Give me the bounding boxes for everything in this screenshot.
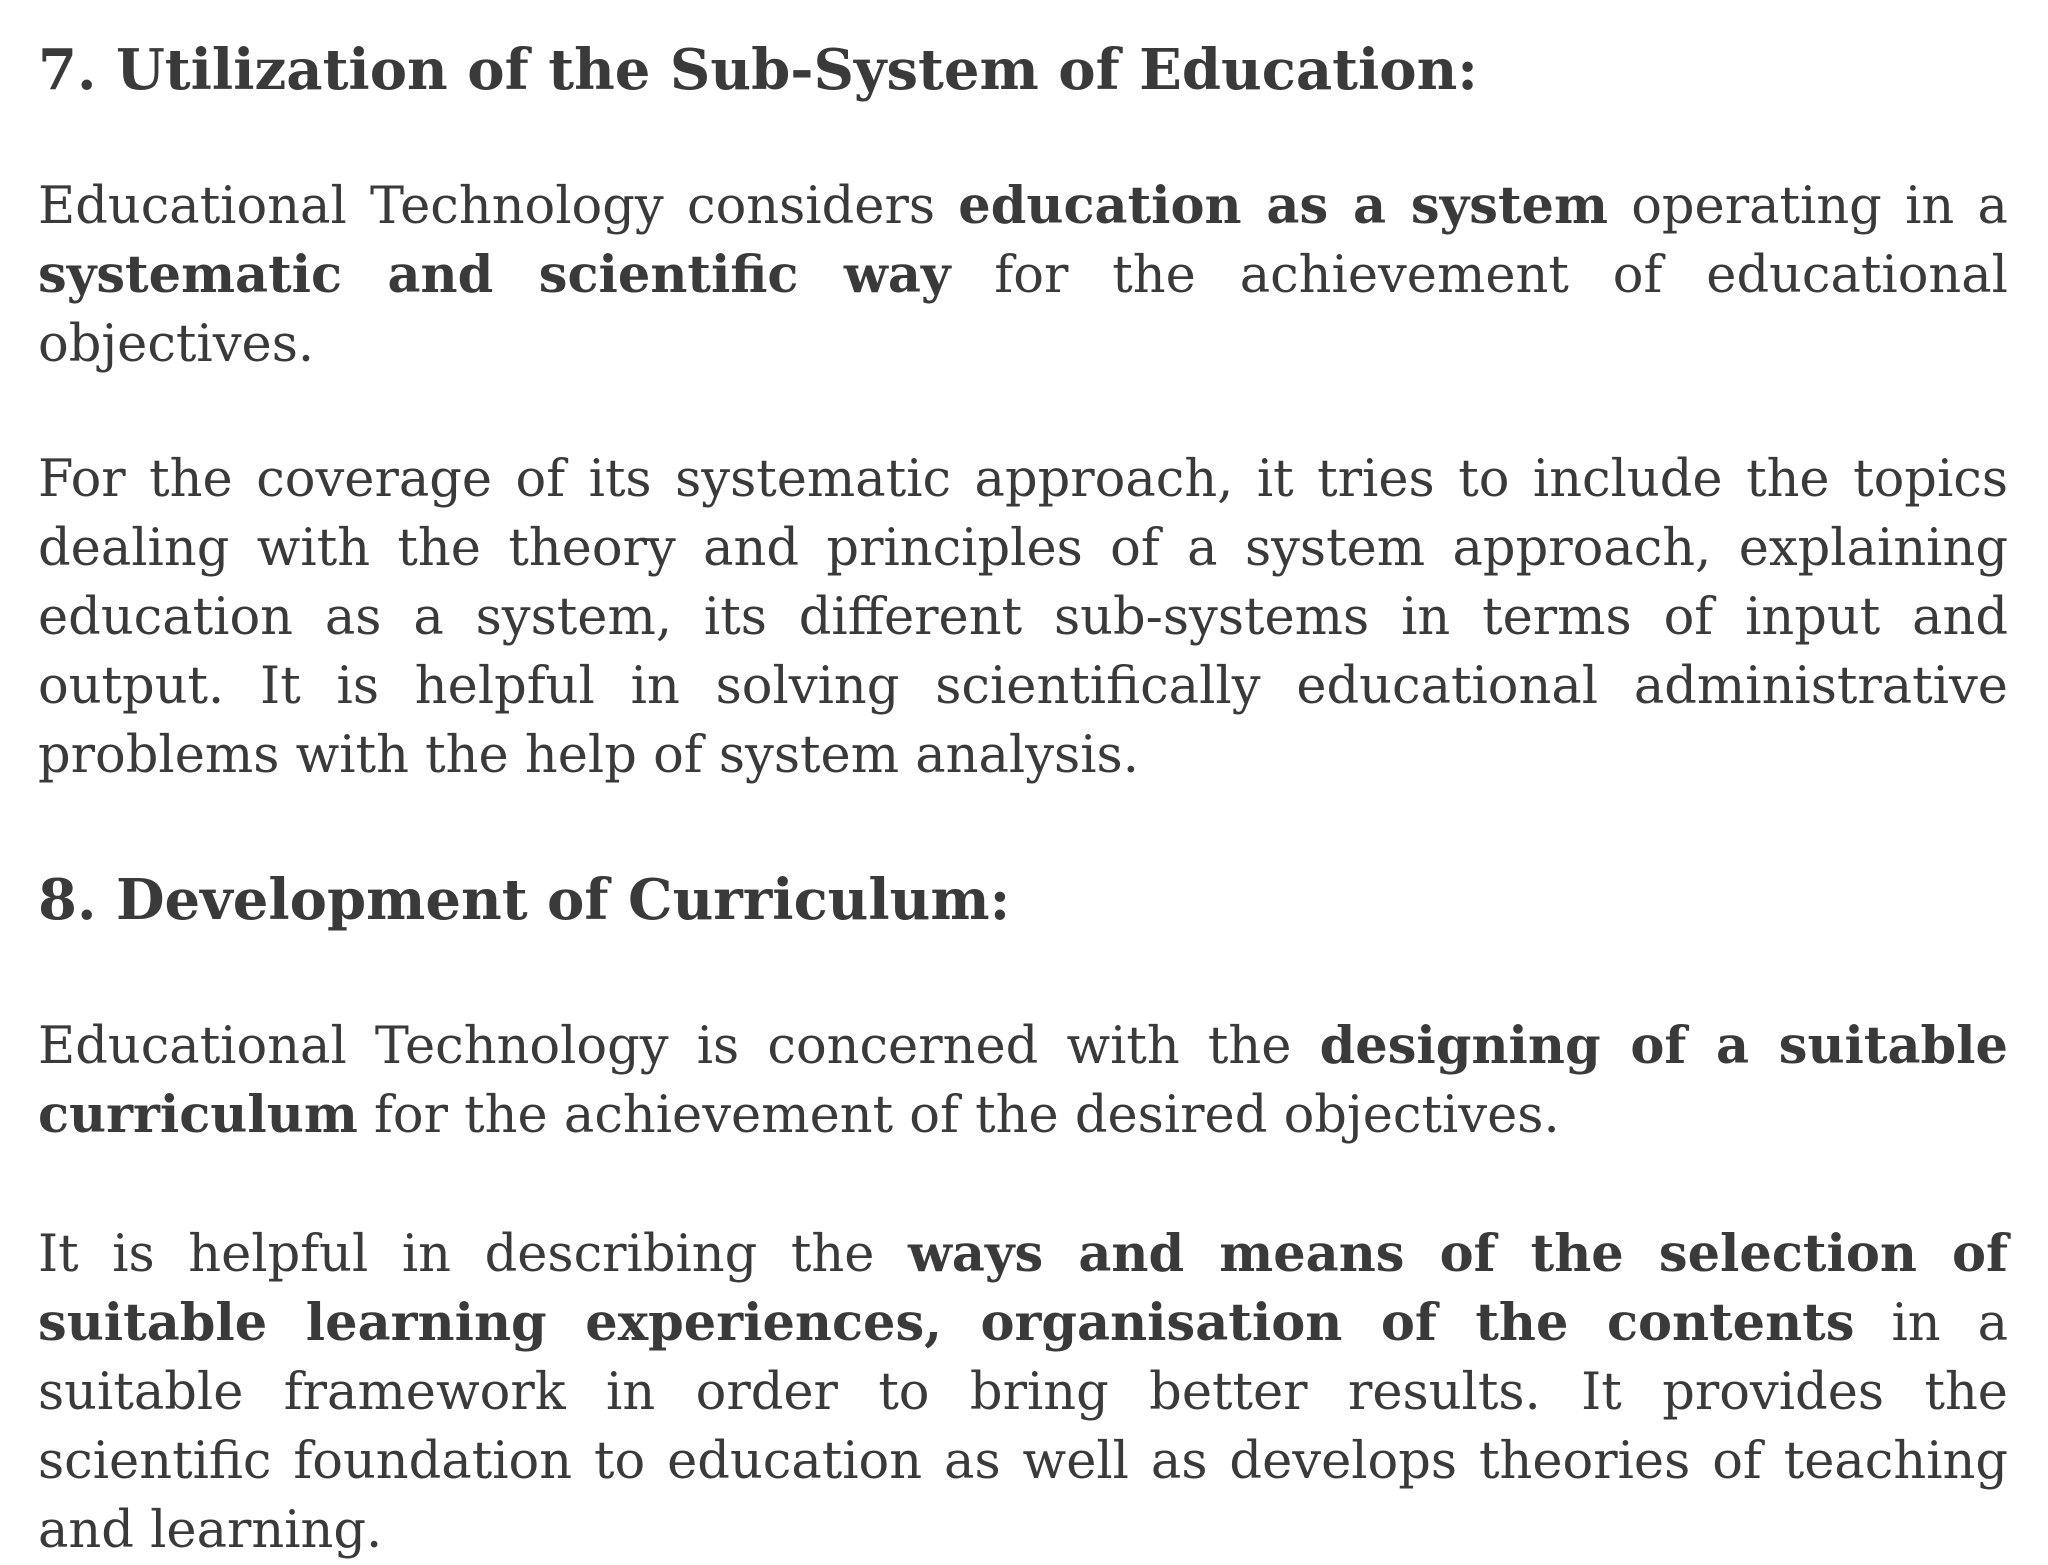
emphasis-text: systematic and scientific way	[38, 245, 951, 305]
paragraph-text: It is helpful in describing the	[38, 1225, 908, 1284]
paragraph-text: for the achievement of the desired objectives.	[357, 1086, 1560, 1145]
emphasis-text: designing of a suitable curriculum	[38, 1016, 2008, 1145]
paragraph-text: Educational Technology considers	[38, 177, 959, 236]
section-7-heading: 7. Utilization of the Sub-System of Education:	[38, 37, 1478, 103]
section-8-heading: 8. Development of Curriculum:	[38, 867, 1011, 933]
section-8-paragraph-2	[38, 1220, 2008, 1565]
paragraph-text: for the achievement of educational objectives.	[38, 246, 2008, 374]
section-7-paragraph-2: For the coverage of its systematic approach, it tries to include the topics dealing with the theory and principles of a system approach, explaining education as a system, its different sub-systems in terms of input and output. It is helpful in solving scientifically educational administrative problems with the help of system analysis.	[38, 450, 2008, 785]
paragraph-text: operating in a	[1607, 177, 2008, 236]
section-7-paragraph-1	[38, 172, 2008, 379]
emphasis-text: ways and means of the selection of suitable learning experiences, organisation of the contents	[38, 1224, 2008, 1353]
paragraph-text: in a suitable framework in order to bring better results. It provides the scientific foundation to education as well as develops theories of teaching and learning.	[38, 1294, 2008, 1560]
paragraph-text: Educational Technology is concerned with the	[38, 1017, 1320, 1076]
emphasis-text: education as a system	[958, 176, 1608, 236]
section-8-paragraph-1	[38, 1012, 2008, 1150]
